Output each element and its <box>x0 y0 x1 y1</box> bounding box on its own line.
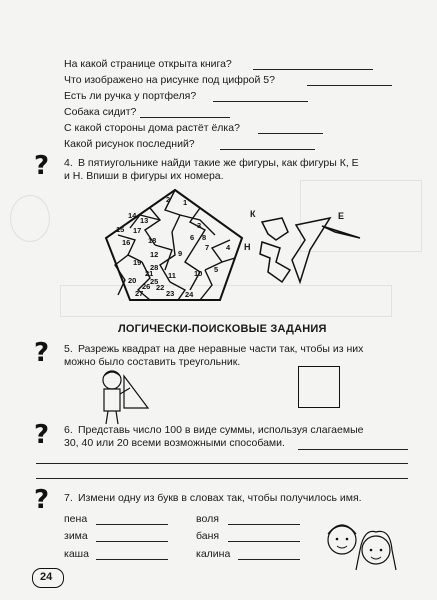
piece-number: 21 <box>145 269 154 278</box>
piece-number: 12 <box>150 250 159 259</box>
piece-number: 16 <box>122 238 131 247</box>
piece-number: 23 <box>166 289 175 298</box>
piece-number: 22 <box>156 283 165 292</box>
task7-number: 7. <box>64 492 73 504</box>
word-banya: баня <box>196 530 220 542</box>
question-mark-icon: ? <box>34 151 50 181</box>
question-5: С какой стороны дома растёт ёлка? <box>64 122 240 134</box>
piece-number: 9 <box>178 249 183 258</box>
word-pena: пена <box>64 513 88 525</box>
word-kalina: калина <box>196 548 231 560</box>
piece-number: 15 <box>116 225 125 234</box>
section-heading: ЛОГИЧЕСКИ-ПОИСКОВЫЕ ЗАДАНИЯ <box>118 323 327 335</box>
piece-number: 1 <box>183 198 188 207</box>
task6-text-line2: 30, 40 или 20 всеми возможными способами. <box>64 437 285 449</box>
piece-number: 24 <box>185 290 194 299</box>
question-mark-icon: ? <box>34 420 50 450</box>
piece-number: 25 <box>150 277 159 286</box>
figure-k-shape <box>262 218 288 240</box>
answer-line-6b[interactable] <box>36 463 408 464</box>
task4-text-line1: В пятиугольнике найди такие же фигуры, как фигуры К, Е <box>78 157 359 169</box>
piece-number: 27 <box>135 289 144 298</box>
piece-number: 6 <box>190 233 195 242</box>
task4-number: 4. <box>64 157 73 169</box>
word-kasha: каша <box>64 548 89 560</box>
answer-line-6c[interactable] <box>36 478 408 479</box>
answer-line-zima[interactable] <box>96 541 168 542</box>
question-6: Какой рисунок последний? <box>64 138 195 150</box>
piece-number: 3 <box>197 221 202 230</box>
piece-number: 4 <box>226 243 231 252</box>
piece-number: 11 <box>168 271 176 280</box>
figure-e-tail <box>322 226 360 238</box>
head <box>103 371 121 389</box>
piece-number: 28 <box>150 263 159 272</box>
piece-number: 17 <box>133 226 142 235</box>
piece-number: 5 <box>214 265 219 274</box>
piece-number: 13 <box>140 216 149 225</box>
task5-text-line2: можно было составить треугольник. <box>64 356 241 368</box>
piece-number: 26 <box>142 282 151 291</box>
task5-text-line1: Разрежь квадрат на две неравные части так, чтобы из них <box>78 343 364 355</box>
question-1: На какой странице открыта книга? <box>64 58 232 70</box>
piece-number: 19 <box>133 258 142 267</box>
figure-h-shape <box>260 242 290 282</box>
task5-number: 5. <box>64 343 73 355</box>
answer-line-kalina[interactable] <box>238 559 300 560</box>
answer-line-banya[interactable] <box>228 541 300 542</box>
figure-e-label: Е <box>338 211 345 221</box>
question-mark-icon: ? <box>34 338 50 368</box>
piece-number: 20 <box>128 276 137 285</box>
task7-text: Измени одну из букв в словах так, чтобы получилось имя. <box>78 492 362 504</box>
piece-number: 2 <box>166 195 171 204</box>
answer-line-pena[interactable] <box>96 524 168 525</box>
piece-number: 8 <box>202 233 207 242</box>
piece-number: 10 <box>194 269 203 278</box>
word-volya: воля <box>196 513 219 525</box>
answer-line-6a[interactable] <box>298 449 408 450</box>
question-2: Что изображено на рисунке под цифрой 5? <box>64 74 275 86</box>
answer-line-volya[interactable] <box>228 524 300 525</box>
figure-h-label: Н <box>244 242 251 252</box>
children-faces-illustration <box>320 510 400 580</box>
question-3: Есть ли ручка у портфеля? <box>64 90 197 102</box>
boy-with-ruler-illustration <box>88 368 168 428</box>
word-zima: зима <box>64 530 88 542</box>
piece-number: 14 <box>128 211 137 220</box>
task6-text-line1: Представь число 100 в виде суммы, используя слагаемые <box>78 424 364 436</box>
set-square-icon <box>124 376 148 408</box>
figure-k-label: К <box>250 209 256 219</box>
body <box>104 389 120 411</box>
task6-number: 6. <box>64 424 73 436</box>
page-number: 24 <box>40 571 53 583</box>
answer-line-kasha[interactable] <box>96 559 168 560</box>
question-mark-icon: ? <box>34 485 50 515</box>
girl-face <box>362 536 390 564</box>
piece-number: 7 <box>205 243 210 252</box>
square-to-cut[interactable] <box>298 366 340 408</box>
piece-number: 18 <box>148 236 157 245</box>
task4-text-line2: и Н. Впиши в фигуры их номера. <box>64 170 224 182</box>
question-4: Собака сидит? <box>64 106 137 118</box>
